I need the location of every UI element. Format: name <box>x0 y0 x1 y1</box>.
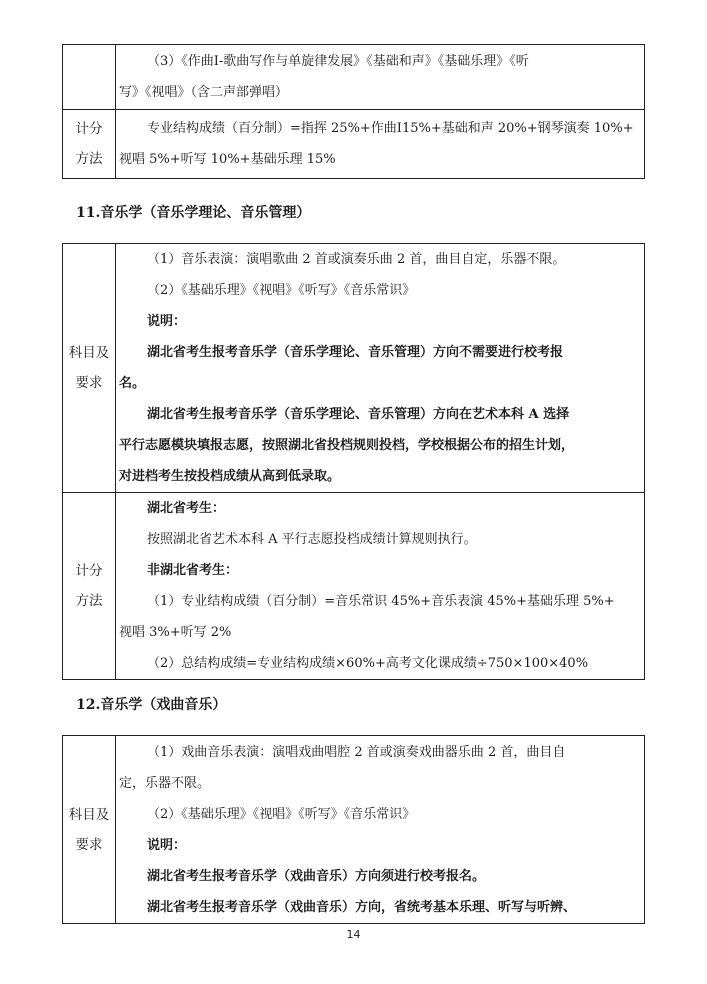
subjects-label <box>63 736 116 924</box>
text-line: 湖北省考生： <box>147 501 226 516</box>
text-line: （1）专业结构成绩（百分制）=音乐常识 45%+音乐表演 45%+基础乐理 5%+ <box>147 594 615 609</box>
label-line: 要求 <box>75 375 103 391</box>
text-line: 按照湖北省艺术本科 A 平行志愿投档成绩计算规则执行。 <box>147 532 477 547</box>
table-row <box>63 45 645 110</box>
label-line: 要求 <box>75 836 103 853</box>
label-line: 科目及 <box>68 345 110 361</box>
table-row <box>63 244 645 493</box>
text-line: （2）《基础乐理》《视唱》《听写》《音乐常识》 <box>147 806 416 822</box>
subjects-label <box>63 244 116 493</box>
text-line: 湖北省考生报考音乐学（音乐学理论、音乐管理）方向在艺术本科 A 选择 <box>147 407 570 422</box>
section-heading: 12.音乐学（戏曲音乐） <box>76 697 227 713</box>
text-line: 视唱 5%+听写 10%+基础乐理 15% <box>119 152 336 167</box>
scoring-label <box>63 110 116 179</box>
subjects-cell <box>116 244 645 493</box>
text-line: 湖北省考生报考音乐学（音乐学理论、音乐管理）方向不需要进行校考报 <box>147 345 564 360</box>
label-line: 方法 <box>75 593 103 609</box>
text-line: 专业结构成绩（百分制）=指挥 25%+作曲Ⅰ15%+基础和声 20%+钢琴演奏 10%+ <box>147 121 634 136</box>
text-line: 对进档考生按投档成绩从高到低录取。 <box>119 469 341 484</box>
text-line: 名。 <box>119 376 146 391</box>
scoring-cell <box>116 493 645 680</box>
text-line: 视唱 3%+听写 2% <box>119 625 232 640</box>
text-line: 非湖北省考生： <box>147 563 239 578</box>
table-row <box>63 493 645 680</box>
text-line: 说明： <box>147 314 187 329</box>
text-line: 定，乐器不限。 <box>119 775 211 791</box>
text-line: （2）《基础乐理》《视唱》《听写》《音乐常识》 <box>147 283 416 298</box>
page-number: 14 <box>346 928 361 941</box>
text-line: （1）音乐表演：演唱歌曲 2 首或演奏乐曲 2 首，曲目自定，乐器不限。 <box>147 252 566 267</box>
text-line: 写》《视唱》（含二声部弹唱） <box>119 85 289 100</box>
scoring-cell <box>116 110 645 179</box>
text-line: （3）《作曲Ⅰ-歌曲写作与单旋律发展》《基础和声》《基础乐理》《听 <box>147 54 529 69</box>
text-line: （1）戏曲音乐表演：演唱戏曲唱腔 2 首或演奏戏曲器乐曲 2 首，曲目自 <box>147 744 566 760</box>
scoring-label <box>63 493 116 680</box>
section-heading: 11.音乐学（音乐学理论、音乐管理） <box>76 205 311 221</box>
label-line: 科目及 <box>68 806 110 823</box>
text-line: 湖北省考生报考音乐学（戏曲音乐）方向须进行校考报名。 <box>147 868 486 884</box>
subjects-cell <box>116 45 645 110</box>
table-row <box>63 110 645 179</box>
section12-table <box>62 735 645 924</box>
text-line: （2）总结构成绩=专业结构成绩×60%+高考文化课成绩÷750×100×40% <box>147 656 589 671</box>
section11-table <box>62 243 645 680</box>
subjects-cell <box>116 736 645 924</box>
label-line: 方法 <box>75 151 103 167</box>
text-line: 说明： <box>147 837 187 853</box>
label-line: 计分 <box>75 563 103 579</box>
label-line: 计分 <box>75 121 103 137</box>
text-line: 湖北省考生报考音乐学（戏曲音乐）方向，省统考基本乐理、听写与听辨、 <box>147 899 577 915</box>
text-line: 平行志愿模块填报志愿，按照湖北省投档规则投档，学校根据公布的招生计划， <box>119 438 575 453</box>
table-row <box>63 736 645 924</box>
continued-table <box>62 44 645 179</box>
empty-label-cell <box>63 45 116 110</box>
